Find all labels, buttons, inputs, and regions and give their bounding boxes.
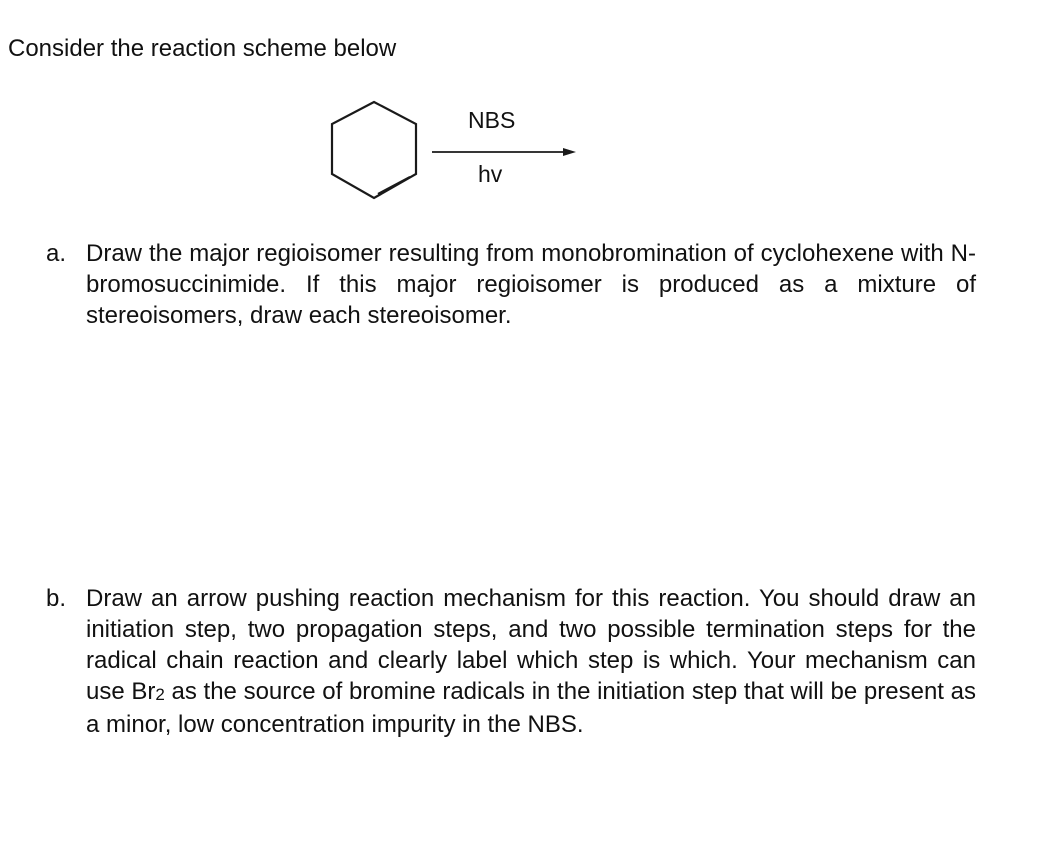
question-b-text-part1: Draw an arrow pushing reaction mechanism for this reaction. You should draw an initiation step, two propagation steps, and two possible termination steps for the radical chain reaction and clearly label which step is which. Your mechanism can use	[86, 585, 976, 705]
reaction-scheme	[320, 94, 590, 210]
double-bond-line	[378, 177, 410, 194]
bromine-symbol: Br	[131, 678, 156, 705]
bromine-formula	[131, 678, 164, 705]
question-b	[46, 583, 976, 740]
reaction-arrow-head	[563, 148, 576, 156]
cyclohexene-structure	[320, 94, 590, 210]
question-a	[46, 238, 976, 331]
cyclohexene-ring	[332, 102, 416, 198]
question-b-text	[86, 583, 976, 740]
question-a-label: a.	[46, 240, 67, 267]
question-b-text-part2: as the source of bromine radicals in the initiation step that will be present as a minor, low concentration impurity in the NBS.	[86, 678, 976, 738]
intro-text: Consider the reaction scheme below	[8, 35, 397, 62]
question-b-label: b.	[46, 585, 67, 612]
reagent-nbs: NBS	[468, 107, 516, 133]
bromine-subscript: 2	[155, 685, 165, 704]
reagent-hv: hv	[478, 161, 503, 187]
question-a-text: Draw the major regioisomer resulting from monobromination of cyclohexene with N-bromosuccinimide. If this major regioisomer is produced as a mixture of stereoisomers, draw each stereoisomer.	[86, 240, 976, 329]
